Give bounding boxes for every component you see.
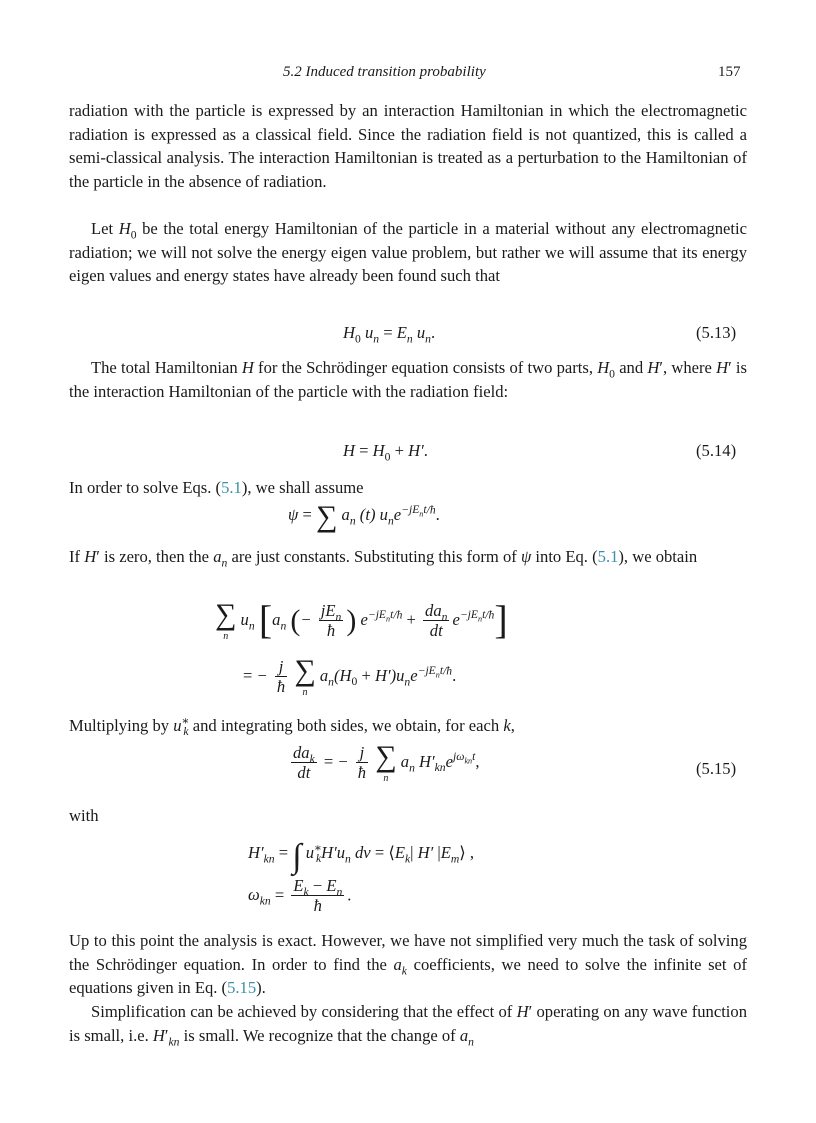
- paragraph-3: The total Hamiltonian H for the Schrödinger equation consists of two parts, $H_0$ and H′, where H′ is the interaction Hamiltonian of the particle with the radiation field:: [69, 358, 747, 401]
- paragraph-1: radiation with the particle is expressed by an interaction Hamiltonian in which the electromagnetic radiation is expressed as a classical field. Since the radiation field is not quantized, this is called a semi-classical analysis. The interaction Hamiltonian is treated as a perturbation to the Hamiltonian of the particle in the absence of radiation.: [69, 101, 747, 192]
- paragraph-6: Multiplying by $u^∗_k$ and integrating both sides, we obtain, for each k,: [69, 714, 515, 739]
- paragraph-8: Up to this point the analysis is exact. However, we have not simplified very much the task of solving the Schrödinger equation. In order to find the $a_k$ coefficients, we need to solve the infinite set of equations given in Eq. (5.15).: [69, 931, 747, 998]
- equation-omega-kn: $\omega_{kn}$ = $\frac{E_k - E_n}{ħ}$ .: [248, 876, 352, 915]
- equation-5-13: $H_0$ $u_n = E_n$ $u_n$.: [343, 323, 436, 346]
- equation-matrix-element: $H'_{kn}$ = ∫ $u^∗_kH'u_n$ dv = $⟨E_k|$ H′ $|E_m⟩$ ,: [248, 838, 474, 875]
- eq-ref-5-1[interactable]: 5.1: [221, 478, 242, 497]
- paragraph-2: Let $H_0$ be the total energy Hamiltonian of the particle in a material without any electromagnetic radiation; we will not solve the energy eigen value problem, but rather we will assume that its energy eigen values and energy states have already been found such that: [69, 219, 747, 286]
- equation-substitution-lhs: ∑ n $u_n$ [$a_n$ (− $\frac{jE_n}{ħ}$ ) $e^{-jE_nt/ħ}$ + $\frac{da_n}{dt}$ $e^{-jE_nt/ħ}$]: [215, 597, 508, 643]
- eq-ref-5-1b[interactable]: 5.1: [597, 547, 619, 566]
- equation-5-14: $H = H_0 + H'$.: [343, 441, 428, 464]
- equation-number-5-13: (5.13): [696, 323, 737, 342]
- equation-number-5-14: (5.14): [696, 441, 737, 460]
- paragraph-7: with: [69, 806, 99, 825]
- eq-ref-5-15[interactable]: 5.15: [227, 978, 257, 998]
- running-header-title: 5.2 Induced transition probability: [283, 64, 486, 80]
- equation-psi-expansion: ψ = ∑ $a_n$ (t) $u_ne^{-jE_nt/ħ}$.: [288, 500, 440, 533]
- paragraph-5: If H′ is zero, then the $a_n$ are just constants. Substituting this form of ψ into Eq. (5.1), we obtain: [69, 547, 698, 570]
- equation-number-5-15: (5.15): [696, 759, 737, 778]
- paragraph-9: Simplification can be achieved by considering that the effect of H′ operating on any wave function is small, i.e. $H'_{kn}$ is small. We recognize that the change of $a_n$: [69, 1002, 748, 1049]
- paragraph-4: In order to solve Eqs. (5.1), we shall assume: [69, 478, 364, 497]
- equation-5-15: $\frac{da_k}{dt}$ = − $\frac{j}{ħ}$ ∑ n $a_n$ $H'_{kn}e^{j\omega_{kn}t}$,: [293, 740, 480, 784]
- equation-substitution-rhs: = − $\frac{j}{ħ}$ ∑ n $a_n(H_0 + H')u_ne^{-jE_nt/ħ}$.: [243, 654, 457, 698]
- page-number: 157: [718, 64, 741, 80]
